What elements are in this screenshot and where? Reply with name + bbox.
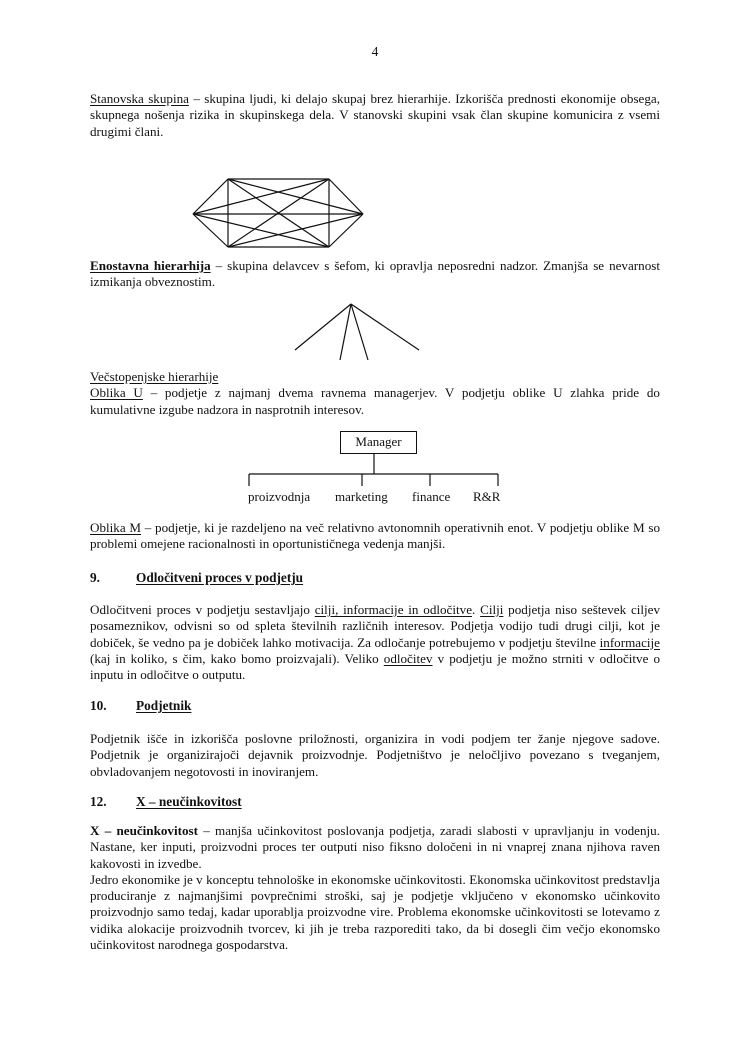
- underlined-term: cilji, informacije in odločitve: [314, 602, 473, 617]
- term-x-neucinkovitost: X – neučinkovitost: [90, 823, 198, 838]
- paragraph-section-9: [90, 602, 660, 683]
- paragraph-oblika-m: [90, 520, 660, 553]
- text: – manjša učinkovitost poslovanja podjetja, zaradi slabosti v upravljanju in vodenju. Nastane, ker inputi, proizvodni proces ter outputi niso fiksno določeni in ni vnaprej znana njihova raven kakovosti in izvedbe.: [90, 823, 661, 871]
- text: Odločitveni proces v podjetju sestavljajo: [90, 602, 315, 617]
- term-enostavna-hierarhija: Enostavna hierarhija: [90, 258, 211, 273]
- text: Jedro ekonomike je v konceptu tehnološke in ekonomske učinkovitosti. Ekonomska učinkovitost predstavlja produciranje z najmanjšimi povprečnimi stroški, saj je podjetje vključeno v ekonomsko učinkovito proizvodnjo samo tedaj, kadar uporablja proizvodne vire. Problema ekonomske učinkovitosti se lotevamo z vidika alokacije proizvodnih tvorcev, ki jih je treba razporediti tako, da bi dosegli čim večjo ekonomsko učinkovitost narodnega gospodarstva.: [90, 871, 660, 953]
- stanovska-skupina-text: – skupina ljudi, ki delajo skupaj brez hierarhije. Izkorišča prednosti ekonomije obsega, skupnega nošenja rizika in skupinskega dela. V stanovski skupini vsak član skupine komunicira z vsemi drugimi člani.: [90, 91, 660, 139]
- enostavna-hierarhija-text: – skupina delavcev s šefom, ki opravlja neposredni nadzor. Zmanjša se nevarnost izmikanja obveznostim.: [90, 258, 660, 290]
- heading-12-number: 12.: [90, 794, 107, 809]
- text: v podjetju je možno strniti v odločitve o inputu in odločitve o outputu.: [90, 650, 661, 683]
- subheading-vecstopenjske: Večstopenjske hierarhije: [90, 369, 219, 384]
- org-chart-node-proizvodnja: proizvodnja: [248, 489, 311, 504]
- org-chart-node-finance: finance: [412, 489, 451, 504]
- oblika-m-text: – podjetje, ki je razdeljeno na več relativno avtonomnih operativnih enot. V podjetju oblike M so problemi omejene racionalnosti in oportunističnega vedenja manjši.: [90, 520, 660, 552]
- oblika-u-text: – podjetje z najmanj dvema ravnema managerjev. V podjetju oblike U zlahka pride do kumulativne izgube nadzora in nasprotnih interesov.: [90, 385, 660, 417]
- paragraph-section-10: [90, 731, 660, 780]
- term-oblika-m: Oblika M: [90, 520, 142, 535]
- heading-10-title: Podjetnik: [136, 698, 192, 713]
- text: (kaj in koliko, s čim, kako bomo proizvajali). Veliko: [90, 650, 384, 666]
- org-chart-node-rr: R&R: [473, 489, 501, 504]
- heading-9-number: 9.: [90, 570, 100, 585]
- underlined-term: informacije: [599, 634, 660, 650]
- term-oblika-u: Oblika U: [90, 385, 143, 401]
- org-chart-node-marketing: marketing: [335, 489, 388, 504]
- org-chart-manager-box: Manager: [340, 431, 417, 454]
- underlined-term: odločitev: [383, 650, 433, 666]
- heading-10-number: 10.: [90, 698, 107, 713]
- text: Podjetnik išče in izkorišča poslovne priložnosti, organizira in vodi podjem ter žanje njegove sadove. Podjetnik je organizirajoči dejavnik proizvodnje. Podjetništvo je neločljivo povezano s tveganjem, obvladovanjem negotovosti in inoviranjem.: [90, 731, 660, 779]
- heading-12: [90, 794, 242, 810]
- term-stanovska-skupina: Stanovska skupina: [90, 91, 189, 106]
- heading-9: [90, 570, 303, 586]
- text: .: [472, 602, 481, 617]
- heading-9-title: Odločitveni proces v podjetju: [136, 570, 304, 585]
- paragraph-section-12: [90, 823, 660, 953]
- text: podjetja niso seštevek ciljev posameznikov, odvisni so od spleta številnih različnih interesov. Podjetja vodijo tudi drugi cilji, kot je dobiček, še vedno pa je dobiček lahko motivacija. Za odločanje potrebujemo v podjetju številne: [90, 602, 661, 650]
- underlined-term: Cilji: [480, 602, 504, 617]
- heading-10: [90, 698, 191, 714]
- page-number: 4: [371, 44, 379, 59]
- heading-12-title: X – neučinkovitost: [136, 794, 242, 809]
